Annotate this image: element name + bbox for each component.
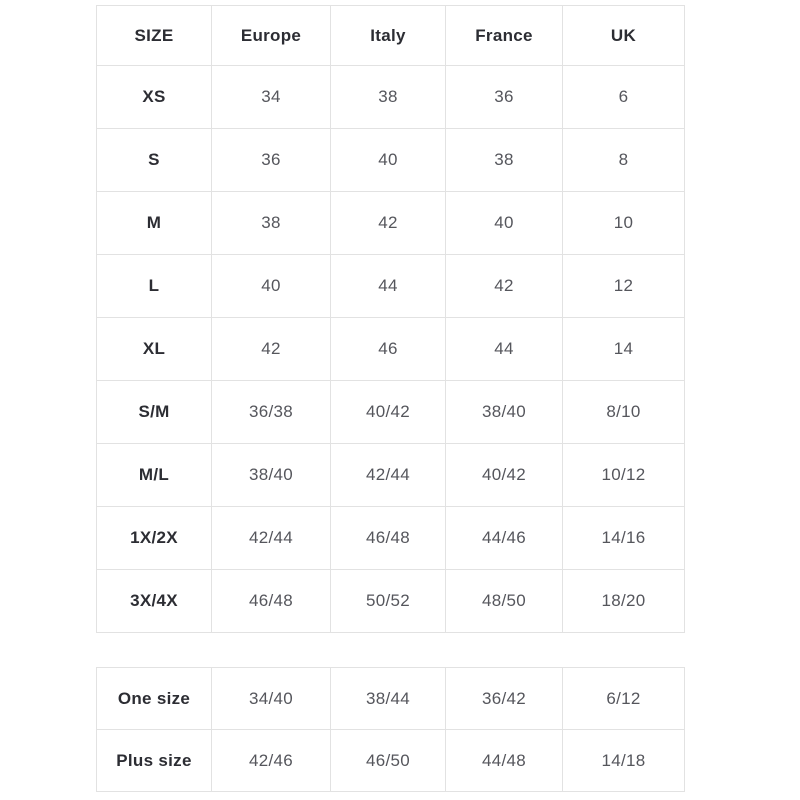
value-cell-uk: 18/20 [563, 570, 685, 633]
value-cell-france: 44 [446, 318, 563, 381]
table-row-m [97, 192, 685, 255]
value-cell-uk: 14/18 [563, 730, 685, 792]
size-label-cell: 3X/4X [97, 570, 212, 633]
table-row-m-l [97, 444, 685, 507]
value-cell-france: 36 [446, 66, 563, 129]
value-cell-france: 38 [446, 129, 563, 192]
value-cell-europe: 42/46 [212, 730, 331, 792]
size-label-cell: XS [97, 66, 212, 129]
value-cell-europe: 38 [212, 192, 331, 255]
table-row-3x-4x [97, 570, 685, 633]
value-cell-europe: 38/40 [212, 444, 331, 507]
value-cell-europe: 46/48 [212, 570, 331, 633]
value-cell-uk: 8/10 [563, 381, 685, 444]
table-row-l [97, 255, 685, 318]
value-cell-uk: 14 [563, 318, 685, 381]
value-cell-italy: 46/50 [331, 730, 446, 792]
value-cell-france: 40 [446, 192, 563, 255]
value-cell-europe: 42/44 [212, 507, 331, 570]
value-cell-france: 40/42 [446, 444, 563, 507]
table-row-xl [97, 318, 685, 381]
header-cell-europe: Europe [212, 6, 331, 66]
value-cell-italy: 50/52 [331, 570, 446, 633]
value-cell-uk: 10/12 [563, 444, 685, 507]
value-cell-uk: 8 [563, 129, 685, 192]
special-sizes-table [96, 667, 685, 792]
table-row-s-m [97, 381, 685, 444]
table-row-s [97, 129, 685, 192]
value-cell-france: 36/42 [446, 668, 563, 730]
value-cell-uk: 6/12 [563, 668, 685, 730]
value-cell-france: 38/40 [446, 381, 563, 444]
value-cell-europe: 42 [212, 318, 331, 381]
size-label-cell: Plus size [97, 730, 212, 792]
value-cell-italy: 40/42 [331, 381, 446, 444]
value-cell-italy: 40 [331, 129, 446, 192]
value-cell-italy: 44 [331, 255, 446, 318]
size-label-cell: M/L [97, 444, 212, 507]
value-cell-italy: 46 [331, 318, 446, 381]
header-row [97, 6, 685, 66]
table-row-plus-size [97, 730, 685, 792]
value-cell-italy: 38/44 [331, 668, 446, 730]
value-cell-europe: 36 [212, 129, 331, 192]
header-cell-italy: Italy [331, 6, 446, 66]
value-cell-uk: 10 [563, 192, 685, 255]
size-label-cell: M [97, 192, 212, 255]
value-cell-uk: 14/16 [563, 507, 685, 570]
header-cell-size: SIZE [97, 6, 212, 66]
value-cell-europe: 40 [212, 255, 331, 318]
size-label-cell: 1X/2X [97, 507, 212, 570]
table-row-xs [97, 66, 685, 129]
value-cell-europe: 36/38 [212, 381, 331, 444]
value-cell-italy: 46/48 [331, 507, 446, 570]
value-cell-uk: 12 [563, 255, 685, 318]
value-cell-italy: 42 [331, 192, 446, 255]
size-label-cell: XL [97, 318, 212, 381]
value-cell-europe: 34 [212, 66, 331, 129]
header-cell-uk: UK [563, 6, 685, 66]
size-label-cell: S [97, 129, 212, 192]
value-cell-france: 44/48 [446, 730, 563, 792]
header-cell-france: France [446, 6, 563, 66]
value-cell-europe: 34/40 [212, 668, 331, 730]
table-row-one-size [97, 668, 685, 730]
table-row-1x-2x [97, 507, 685, 570]
size-conversion-table [96, 5, 685, 633]
size-label-cell: One size [97, 668, 212, 730]
value-cell-italy: 42/44 [331, 444, 446, 507]
value-cell-uk: 6 [563, 66, 685, 129]
value-cell-france: 42 [446, 255, 563, 318]
size-label-cell: L [97, 255, 212, 318]
value-cell-france: 48/50 [446, 570, 563, 633]
value-cell-italy: 38 [331, 66, 446, 129]
value-cell-france: 44/46 [446, 507, 563, 570]
size-label-cell: S/M [97, 381, 212, 444]
